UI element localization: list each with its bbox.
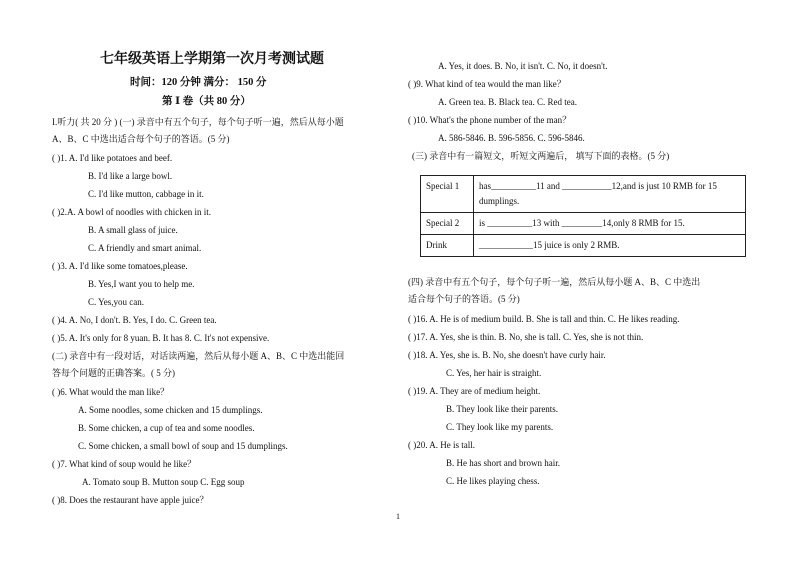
table-cell-label: Special 1 bbox=[421, 176, 474, 213]
question-20-option-c: C. He likes playing chess. bbox=[446, 476, 540, 486]
page-number: 1 bbox=[396, 512, 400, 521]
question-2-option-b: B. A small glass of juice. bbox=[88, 225, 178, 235]
table-row bbox=[421, 235, 746, 257]
question-6: ( )6. What would the man like？ bbox=[52, 387, 170, 397]
question-19-option-b: B. They look like their parents. bbox=[446, 404, 559, 414]
question-9-options: A. Green tea. B. Black tea. C. Red tea. bbox=[438, 97, 577, 107]
question-10-options: A. 586-5846. B. 596-5856. C. 596-5846. bbox=[438, 133, 585, 143]
section4-instruction-1: (四) 录音中有五个句子，每个句子听一遍，然后从每小题 A、B、C 中选出 bbox=[408, 277, 701, 287]
section4-instruction-2: 适合每个句子的答语。(5 分) bbox=[408, 294, 520, 304]
table-cell-text: ____________15 juice is only 2 RMB. bbox=[474, 235, 746, 257]
question-20-option-b: B. He has short and brown hair. bbox=[446, 458, 560, 468]
question-1-option-b: B. I'd like a large bowl. bbox=[88, 171, 173, 181]
section1-instruction-2: A、B、C 中选出适合每个句子的答语。(5 分) bbox=[52, 134, 230, 144]
time-score-line: 时间：120 分钟 满分： 150 分 bbox=[130, 77, 267, 88]
question-3: ( )3. A. I'd like some tomatoes,please. bbox=[52, 261, 188, 271]
question-20: ( )20. A. He is tall. bbox=[408, 440, 475, 450]
question-1: ( )1. A. I'd like potatoes and beef. bbox=[52, 153, 173, 163]
question-5: ( )5. A. It's only for 8 yuan. B. It has 8. C. It's not expensive. bbox=[52, 333, 270, 343]
table-cell-text: is __________13 with _________14,only 8 RMB for 15. bbox=[474, 213, 746, 235]
part-title: 第 Ⅰ 卷（共 80 分） bbox=[162, 96, 251, 107]
question-7: ( )7. What kind of soup would he like？ bbox=[52, 459, 197, 469]
table-row bbox=[421, 213, 746, 235]
question-6-option-b: B. Some chicken, a cup of tea and some noodles. bbox=[78, 423, 255, 433]
table-cell-text: has__________11 and ___________12,and is just 10 RMB for 15 dumplings. bbox=[474, 176, 746, 213]
question-18: ( )18. A. Yes, she is. B. No, she doesn't have curly hair. bbox=[408, 350, 606, 360]
section2-instruction-1: (二) 录音中有一段对话，对话读两遍，然后从每小题 A、B、C 中选出能回 bbox=[52, 351, 345, 361]
question-6-option-a: A. Some noodles, some chicken and 15 dumplings. bbox=[78, 405, 263, 415]
question-3-option-c: C. Yes,you can. bbox=[88, 297, 145, 307]
exam-title: 七年级英语上学期第一次月考测试题 bbox=[100, 52, 324, 67]
question-2-option-c: C. A friendly and smart animal. bbox=[88, 243, 202, 253]
question-8-options: A. Yes, it does. B. No, it isn't. C. No, it doesn't. bbox=[438, 61, 608, 71]
table-cell-label: Drink bbox=[421, 235, 474, 257]
table-row bbox=[421, 176, 746, 213]
question-9: ( )9. What kind of tea would the man like？ bbox=[408, 79, 566, 89]
question-6-option-c: C. Some chicken, a small bowl of soup and 15 dumplings. bbox=[78, 441, 288, 451]
question-1-option-c: C. I'd like mutton, cabbage in it. bbox=[88, 189, 204, 199]
question-4: ( )4. A. No, I don't. B. Yes, I do. C. Green tea. bbox=[52, 315, 217, 325]
section3-instruction: (三) 录音中有一篇短文，听短文两遍后， 填写下面的表格。(5 分) bbox=[412, 151, 670, 161]
section1-instruction-1: I.听力( 共 20 分 ) (一) 录音中有五个句子，每个句子听一遍，然后从每小题 bbox=[52, 117, 344, 127]
question-18-option-c: C. Yes, her hair is straight. bbox=[446, 368, 542, 378]
question-19-option-c: C. They look like my parents. bbox=[446, 422, 554, 432]
fill-in-table bbox=[420, 175, 746, 257]
question-19: ( )19. A. They are of medium height. bbox=[408, 386, 541, 396]
section2-instruction-2: 答每个问题的正确答案。( 5 分) bbox=[52, 368, 175, 378]
table-cell-label: Special 2 bbox=[421, 213, 474, 235]
question-10: ( )10. What's the phone number of the man？ bbox=[408, 115, 572, 125]
question-8: ( )8. Does the restaurant have apple juice？ bbox=[52, 495, 209, 505]
question-17: ( )17. A. Yes, she is thin. B. No, she is tall. C. Yes, she is not thin. bbox=[408, 332, 644, 342]
question-3-option-b: B. Yes,I want you to help me. bbox=[88, 279, 195, 289]
question-16: ( )16. A. He is of medium build. B. She is tall and thin. C. He likes reading. bbox=[408, 314, 680, 324]
question-7-options: A. Tomato soup B. Mutton soup C. Egg soup bbox=[82, 477, 245, 487]
question-2: ( )2.A. A bowl of noodles with chicken in it. bbox=[52, 207, 211, 217]
